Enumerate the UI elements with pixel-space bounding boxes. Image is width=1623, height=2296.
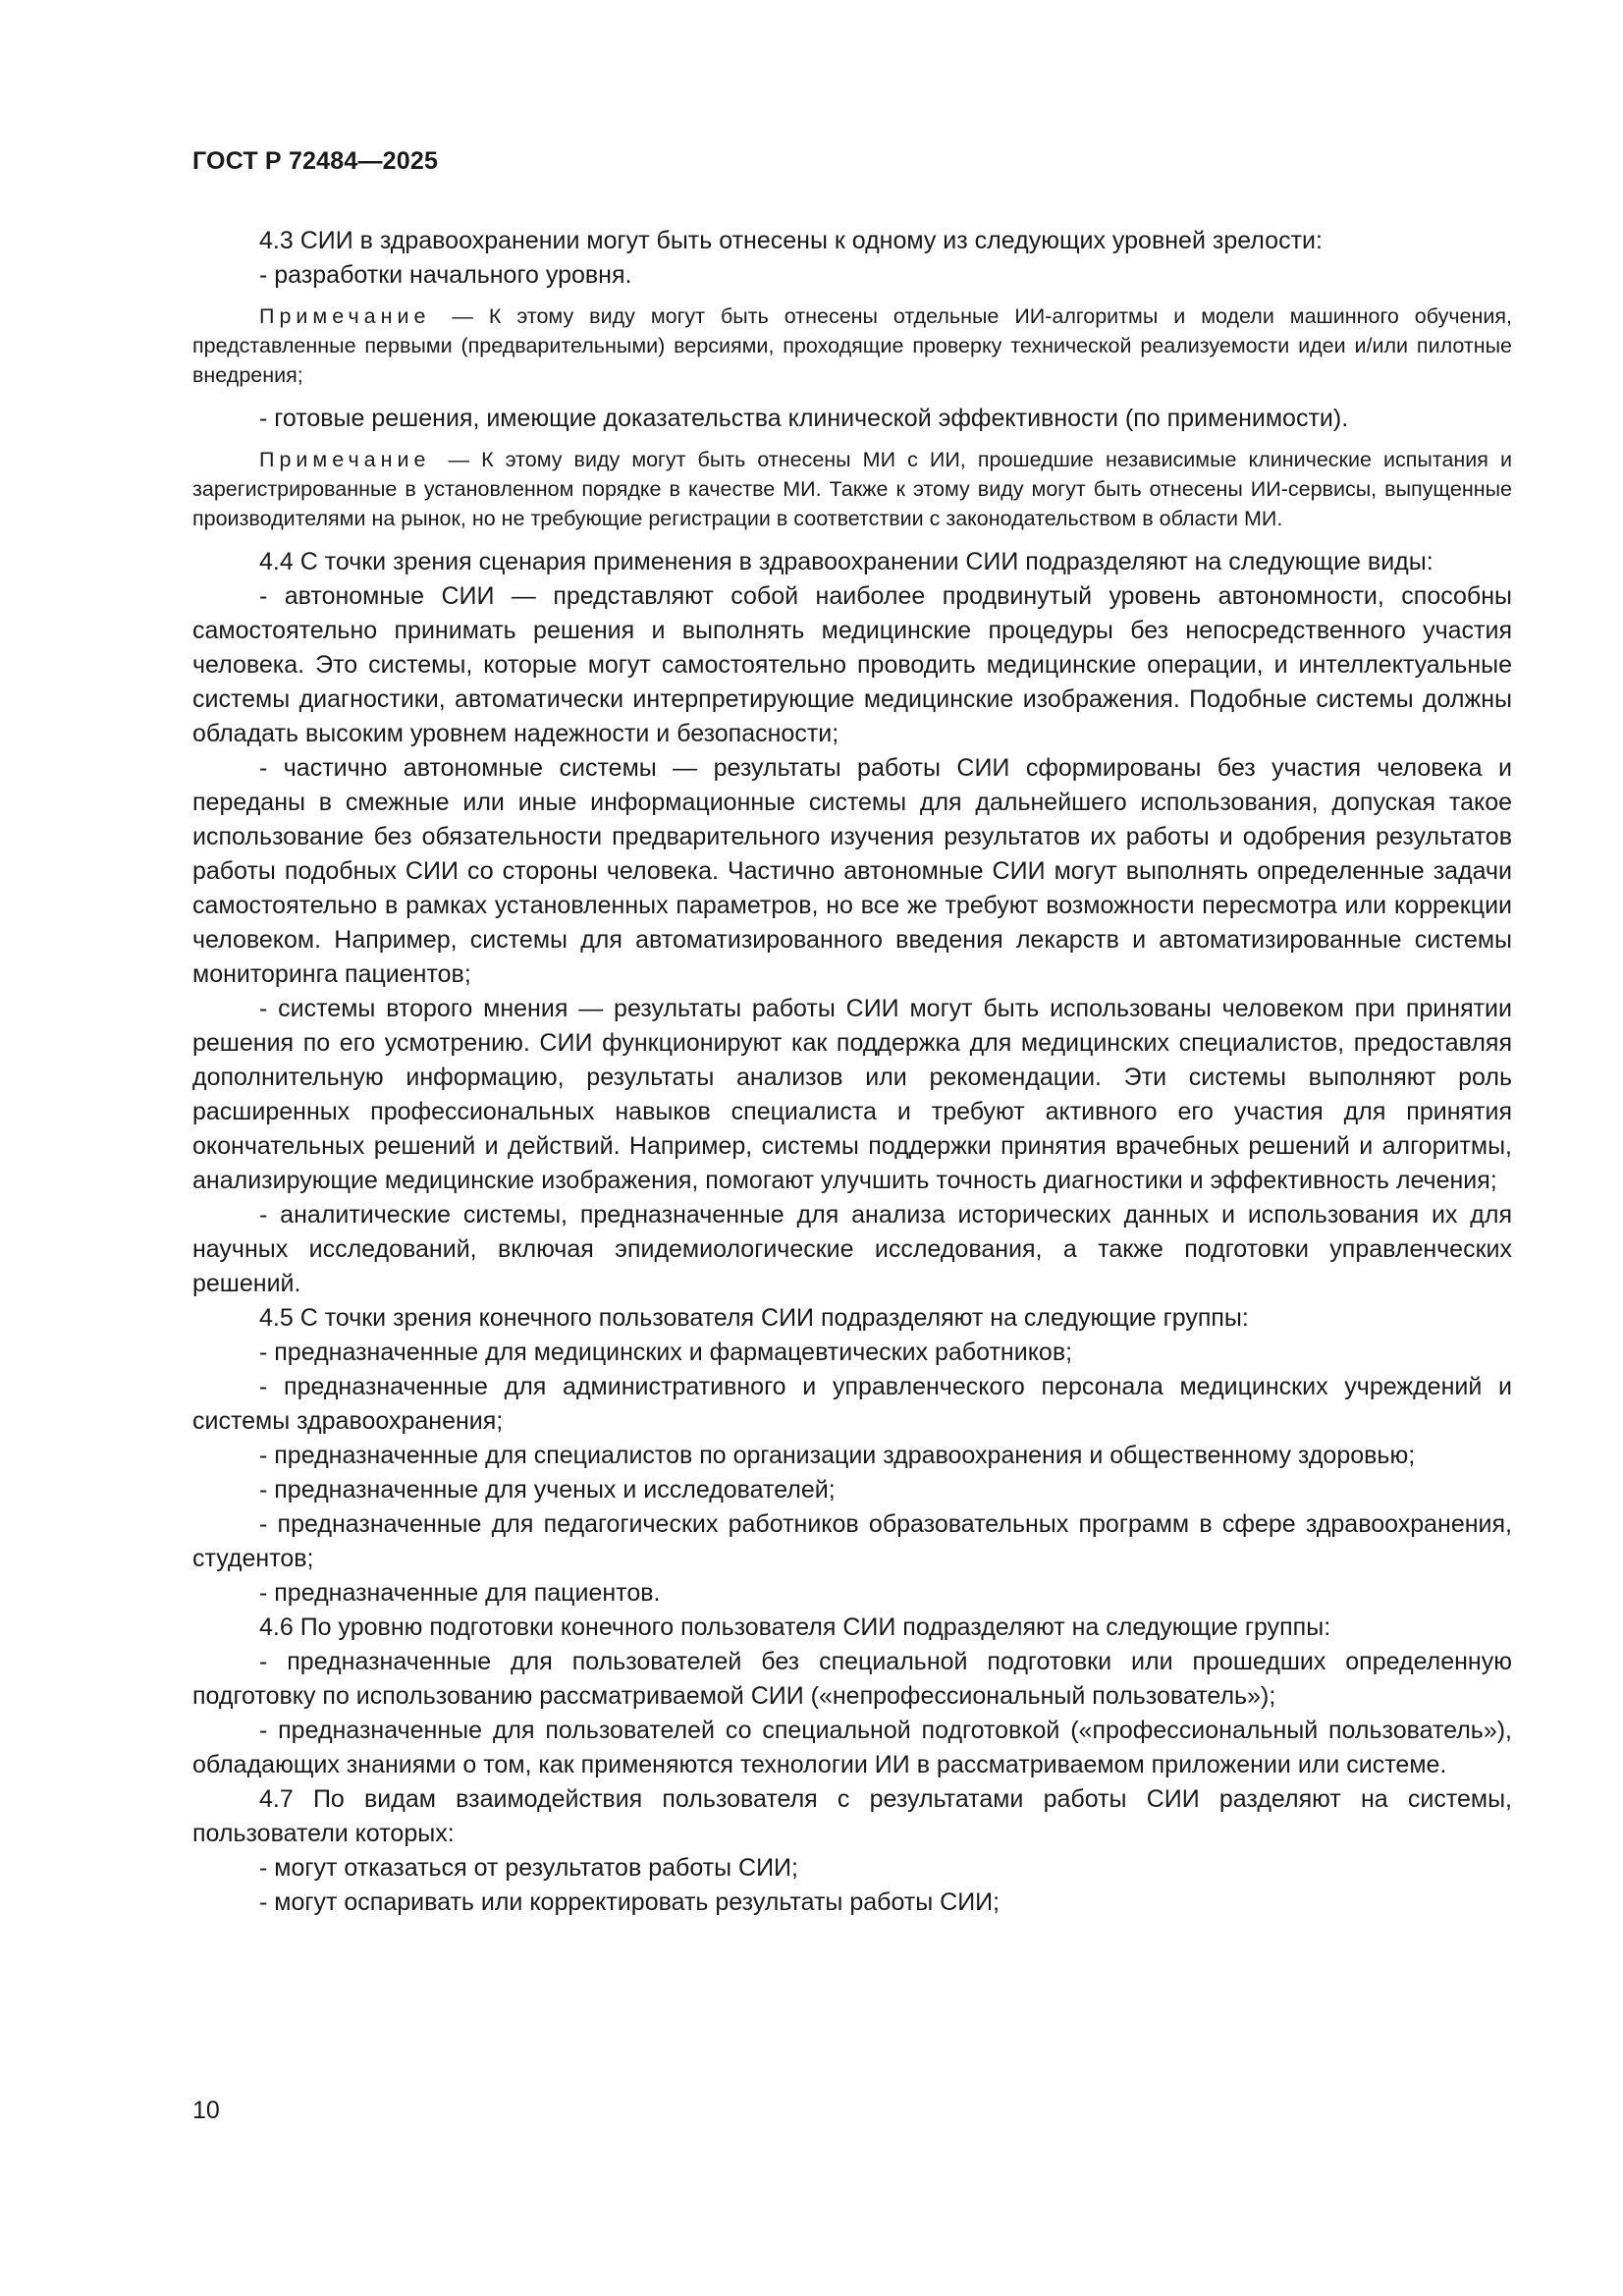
- list-item: - предназначенные для административного и управленческого персонала медицинских учреждений и системы здравоохранения;: [192, 1373, 1512, 1435]
- document-header: ГОСТ Р 72484—2025: [192, 147, 439, 175]
- paragraph-4-3: 4.3 СИИ в здравоохранении могут быть отнесены к одному из следующих уровней зрелости:: [259, 227, 1323, 254]
- list-item: - предназначенные для ученых и исследователей;: [259, 1476, 836, 1503]
- list-item: - частично автономные системы — результаты работы СИИ сформированы без участия человека и переданы в смежные или иные информационные системы для дальнейшего использования, допуская такое использование без обязательности предварительного изучения результатов их работы и одобрения результатов работы подобных СИИ со стороны человека. Частично автономные СИИ могут выполнять определенные задачи самостоятельно в рамках установленных параметров, но все же требуют возможности пересмотра или коррекции человеком. Например, системы для автоматизированного введения лекарств и автоматизированные системы мониторинга пациентов;: [192, 754, 1512, 988]
- paragraph-4-7: 4.7 По видам взаимодействия пользователя с результатами работы СИИ разделяют на системы, пользователи которых:: [192, 1785, 1512, 1847]
- list-item: - предназначенные для медицинских и фармацевтических работников;: [259, 1339, 1073, 1366]
- note-text: — К этому виду могут быть отнесены МИ с ИИ, прошедшие независимые клинические испытания и зарегистрированные в установленном порядке в качестве МИ. Также к этому виду могут быть отнесены ИИ-сервисы, выпущенные производителями на рынок, но не требующие регистрации в соответствии с законодательством в области МИ.: [192, 448, 1512, 530]
- note-label: Примечание: [259, 304, 431, 328]
- note-text: — К этому виду могут быть отнесены отдельные ИИ-алгоритмы и модели машинного обучения, представленные первыми (предварительными) версиями, проходящие проверку технической реализуемости идеи и/или пилотные внедрения;: [192, 304, 1512, 387]
- paragraph-4-6: 4.6 По уровню подготовки конечного пользователя СИИ подразделяют на следующие группы:: [259, 1613, 1331, 1641]
- list-item: - могут оспаривать или корректировать результаты работы СИИ;: [259, 1888, 1001, 1916]
- note: [192, 301, 1512, 390]
- list-item: - автономные СИИ — представляют собой наиболее продвинутый уровень автономности, способны самостоятельно принимать решения и выполнять медицинские процедуры без непосредственного участия человека. Это системы, которые могут самостоятельно проводить медицинские операции, и интеллектуальные системы диагностики, автоматически интерпретирующие медицинские изображения. Подобные системы должны обладать высоким уровнем надежности и безопасности;: [192, 582, 1512, 747]
- list-item: - предназначенные для пользователей без специальной подготовки или прошедших определенную подготовку по использованию рассматриваемой СИИ («непрофессиональный пользователь»);: [192, 1648, 1512, 1710]
- list-item: - предназначенные для педагогических работников образовательных программ в сфере здравоохранения, студентов;: [192, 1510, 1512, 1572]
- list-item: - разработки начального уровня.: [259, 261, 632, 289]
- list-item: - предназначенные для пациентов.: [259, 1579, 661, 1607]
- page-number: 10: [192, 2097, 220, 2124]
- note-label: Примечание: [259, 448, 431, 471]
- list-item: - предназначенные для специалистов по организации здравоохранения и общественному здоровью;: [259, 1442, 1416, 1469]
- list-item: - аналитические системы, предназначенные для анализа исторических данных и использования их для научных исследований, включая эпидемиологические исследования, а также подготовки управленческих решений.: [192, 1201, 1512, 1297]
- list-item: - системы второго мнения — результаты работы СИИ могут быть использованы человеком при принятии решения по его усмотрению. СИИ функционируют как поддержка для медицинских специалистов, предоставляя дополнительную информацию, результаты анализов или рекомендации. Эти системы выполняют роль расширенных профессиональных навыков специалиста и требуют активного его участия для принятия окончательных решений и действий. Например, системы поддержки принятия врачебных решений и алгоритмы, анализирующие медицинские изображения, помогают улучшить точность диагностики и эффективность лечения;: [192, 995, 1512, 1194]
- list-item: - готовые решения, имеющие доказательства клинической эффективности (по применимости).: [259, 405, 1349, 432]
- note: [192, 445, 1512, 533]
- list-item: - могут отказаться от результатов работы СИИ;: [259, 1854, 798, 1882]
- list-item: - предназначенные для пользователей со специальной подготовкой («профессиональный пользователь»), обладающих знаниями о том, как применяются технологии ИИ в рассматриваемом приложении или системе.: [192, 1717, 1512, 1778]
- paragraph-4-4: 4.4 С точки зрения сценария применения в здравоохранении СИИ подразделяют на следующие виды:: [259, 548, 1434, 575]
- paragraph-4-5: 4.5 С точки зрения конечного пользователя СИИ подразделяют на следующие группы:: [259, 1304, 1249, 1332]
- document-body: [192, 224, 1512, 1920]
